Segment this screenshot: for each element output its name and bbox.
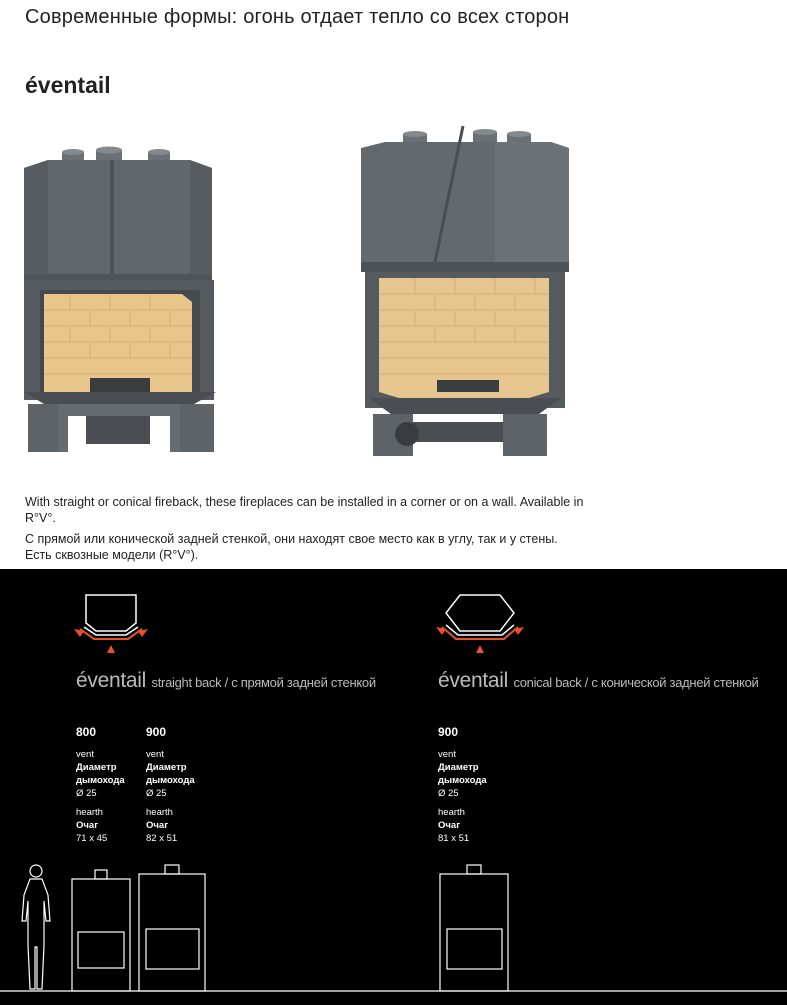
spec-column-800 [76,725,125,845]
vent-label-ru: Диаметр [76,762,117,773]
vent-label-en: vent [76,749,94,760]
vent-label-ru2: дымохода [76,775,125,786]
fireplace-photo-straight [20,140,220,460]
vent-value: Ø 25 [146,788,167,799]
straight-back-diagram-icon [70,591,152,661]
vent-label-ru: Диаметр [438,762,479,773]
description-en: With straight or conical fireback, these fireplaces can be installed in a corner or on a wall. Available in R°V°. [25,495,584,525]
vent-label-en: vent [438,749,456,760]
conical-back-diagram-icon [434,591,526,661]
hearth-label-ru: Очаг [438,820,461,831]
brand-title: éventail [25,72,111,98]
hearth-label-en: hearth [146,807,173,818]
human-silhouette-icon [22,865,50,989]
spec-panel [0,569,787,1005]
model-subtitle: conical back / с конической задней стенкой [513,675,759,690]
spec-column-900-straight [146,725,195,845]
vent-label-en: vent [146,749,164,760]
model-title-straight [76,669,376,693]
unit-outline-900-conical [440,865,508,991]
vent-label-ru2: дымохода [146,775,195,786]
hearth-value: 81 x 51 [438,833,470,844]
hearth-label-en: hearth [76,807,103,818]
spec-column-900-conical [438,725,487,845]
size-label: 800 [76,725,97,739]
unit-outline-800 [72,870,130,991]
description-ru: С прямой или конической задней стенкой, они находят свое место как в углу, так и у стены. Есть сквозные модели (R°V°). [25,532,558,562]
hearth-value: 71 x 45 [76,833,108,844]
model-name: éventail [438,669,508,692]
model-subtitle: straight back / с прямой задней стенкой [151,675,376,690]
hearth-label-ru: Очаг [146,820,169,831]
vent-value: Ø 25 [76,788,97,799]
model-name: éventail [76,669,146,692]
hearth-label-en: hearth [438,807,465,818]
fireplace-photo-conical [355,122,575,462]
hearth-label-ru: Очаг [76,820,99,831]
hearth-value: 82 x 51 [146,833,178,844]
vent-label-ru2: дымохода [438,775,487,786]
headline: Современные формы: огонь отдает тепло со всех сторон [25,6,570,28]
model-title-conical [438,669,758,693]
size-label: 900 [146,725,167,739]
elevation-drawings [0,859,787,1005]
unit-outline-900-straight [139,865,205,991]
vent-label-ru: Диаметр [146,762,187,773]
vent-value: Ø 25 [438,788,459,799]
size-label: 900 [438,725,459,739]
